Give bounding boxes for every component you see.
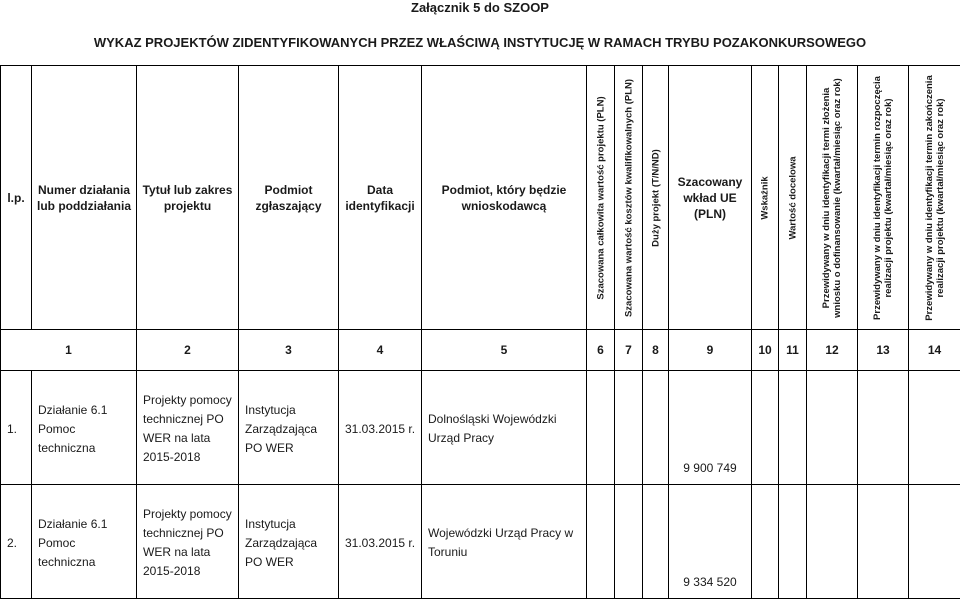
cell-empty: [807, 485, 858, 599]
cell-empty: [779, 485, 807, 599]
header-applicant: Podmiot, który będzie wnioskodawcą: [422, 66, 587, 330]
cell-empty: [858, 485, 909, 599]
column-number: 12: [807, 330, 858, 371]
cell-title: Projekty pomocy technicznej PO WER na lata 2015-2018: [137, 485, 239, 599]
projects-table: [0, 65, 960, 599]
cell-empty: [909, 371, 960, 485]
cell-date: 31.03.2015 r.: [339, 371, 422, 485]
header-row: [1, 66, 960, 330]
column-number: 7: [615, 330, 643, 371]
cell-action: Działanie 6.1 Pomoc techniczna: [32, 371, 137, 485]
column-number: 11: [779, 330, 807, 371]
cell-empty: [643, 371, 669, 485]
column-number: 10: [752, 330, 779, 371]
column-number: 13: [858, 330, 909, 371]
header-project-title: Tytuł lub zakres projektu: [137, 66, 239, 330]
cell-empty: [587, 485, 615, 599]
cell-applicant: Dolnośląski Wojewódzki Urząd Pracy: [422, 371, 587, 485]
header-application-deadline: Przewidywany w dniu identyfikacji termi złożenia wniosku o dofinansowanie (kwartał/miesiąc oraz rok): [807, 66, 858, 330]
cell-empty: [615, 371, 643, 485]
header-total-value: Szacowana całkowita wartość projektu (PLN): [587, 66, 615, 330]
header-action-number: Numer działania lub poddziałania: [32, 66, 137, 330]
attachment-title: Załącznik 5 do SZOOP: [0, 0, 960, 15]
table-row: [1, 371, 960, 485]
document-heading: WYKAZ PROJEKTÓW ZIDENTYFIKOWANYCH PRZEZ WŁAŚCIWĄ INSTYTUCJĘ W RAMACH TRYBU POZAKONKURSOWEGO: [0, 35, 960, 50]
cell-submitter: Instytucja Zarządzająca PO WER: [239, 485, 339, 599]
cell-empty: [587, 371, 615, 485]
cell-eu-contribution: 9 334 520: [669, 485, 752, 599]
column-number: 8: [643, 330, 669, 371]
header-eu-contribution: Szacowany wkład UE (PLN): [669, 66, 752, 330]
cell-lp: 1.: [1, 371, 32, 485]
cell-empty: [752, 485, 779, 599]
column-number: 2: [137, 330, 239, 371]
column-number: 4: [339, 330, 422, 371]
column-number: 6: [587, 330, 615, 371]
header-indicator: Wskaźnik: [752, 66, 779, 330]
cell-empty: [909, 485, 960, 599]
cell-action: Działanie 6.1 Pomoc techniczna: [32, 485, 137, 599]
header-identification-date: Data identyfikacji: [339, 66, 422, 330]
cell-empty: [615, 485, 643, 599]
cell-empty: [779, 371, 807, 485]
table-row: [1, 485, 960, 599]
column-number: 5: [422, 330, 587, 371]
header-end-date: Przewidywany w dniu identyfikacji termin zakończenia realizacji projektu (kwartał/miesiąc oraz rok): [909, 66, 960, 330]
cell-lp: 2.: [1, 485, 32, 599]
cell-empty: [858, 371, 909, 485]
header-submitter: Podmiot zgłaszający: [239, 66, 339, 330]
cell-submitter: Instytucja Zarządzająca PO WER: [239, 371, 339, 485]
cell-eu-contribution: 9 900 749: [669, 371, 752, 485]
column-number: 3: [239, 330, 339, 371]
header-lp: l.p.: [1, 66, 32, 330]
column-number: 9: [669, 330, 752, 371]
cell-empty: [752, 371, 779, 485]
cell-applicant: Wojewódzki Urząd Pracy w Toruniu: [422, 485, 587, 599]
column-number: 14: [909, 330, 960, 371]
column-number-row: [1, 330, 960, 371]
header-target-value: Wartość docelowa: [779, 66, 807, 330]
cell-title: Projekty pomocy technicznej PO WER na lata 2015-2018: [137, 371, 239, 485]
header-start-date: Przewidywany w dniu identyfikacji termin rozpoczęcia realizacji projektu (kwartał/miesiąc oraz rok): [858, 66, 909, 330]
cell-empty: [807, 371, 858, 485]
cell-date: 31.03.2015 r.: [339, 485, 422, 599]
header-eligible-costs: Szacowana wartość kosztów kwalifikowalnych (PLN): [615, 66, 643, 330]
header-large-project: Duży projekt (T/N/ND): [643, 66, 669, 330]
column-number: 1: [1, 330, 137, 371]
cell-empty: [643, 485, 669, 599]
